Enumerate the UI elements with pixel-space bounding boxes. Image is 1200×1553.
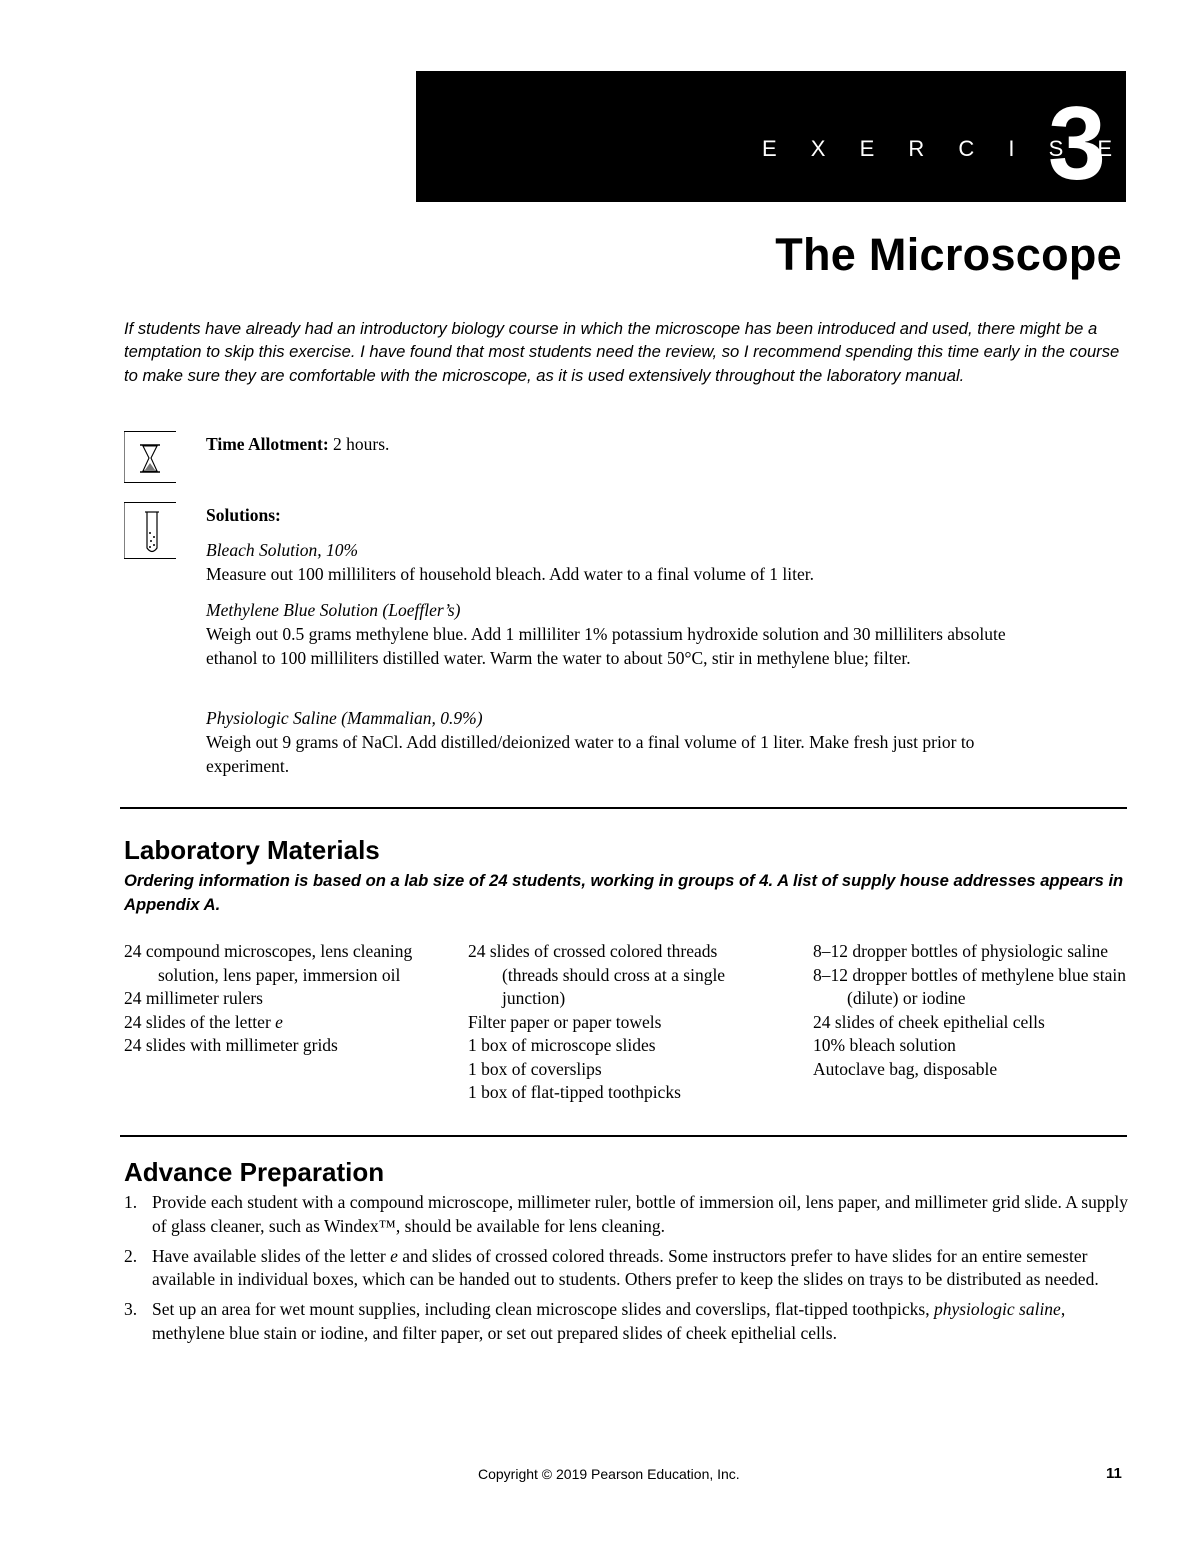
solution-item [206, 707, 1011, 778]
list-item [124, 1245, 1130, 1293]
list-item: Filter paper or paper towels [468, 1011, 662, 1032]
list-number: 2. [124, 1245, 138, 1266]
solution-name: Methylene Blue Solution (Loeffler’s) [206, 600, 461, 620]
list-item: 8–12 dropper bottles of physiologic saline [813, 941, 1109, 961]
page-title: The Microscope [775, 229, 1122, 280]
solution-text: Weigh out 0.5 grams methylene blue. Add 1 milliliter 1% potassium hydroxide solution and 30 milliliters absolute ethanol to 100 milliliters distilled water. Warm the water to about 50°C, stir in methylene blue; filter. [206, 623, 1006, 668]
text-run: Have available slides of the letter [152, 1245, 391, 1266]
list-text: Provide each student with a compound microscope, millimeter ruler, bottle of immersion oil, lens paper, and millimeter grid slide. A supply of glass cleaner, such as Windex™, should be available for lens cleaning. [152, 1192, 1128, 1236]
list-item: 1 box of microscope slides [468, 1035, 656, 1055]
text-run: and slides of crossed colored threads. Some instructors prefer to have slides for an entire semester available in individual boxes, which can be handed out to students. Others prefer to keep the slides on trays to be distributed as needed. [152, 1245, 1099, 1290]
solution-item [206, 599, 1011, 670]
text-run: Set up an area for wet mount supplies, including clean microscope slides and coverslips, flat-tipped toothpicks, [152, 1299, 934, 1320]
solution-text: Weigh out 9 grams of NaCl. Add distilled/deionized water to a final volume of 1 liter. Make fresh just prior to experiment. [206, 731, 975, 776]
list-text [152, 1298, 1130, 1346]
list-number: 1. [124, 1192, 138, 1212]
text-emphasis: physiologic saline [933, 1299, 1061, 1320]
hourglass-icon [124, 431, 176, 483]
list-item: 24 slides of crossed colored threads (threads should cross at a single junction) [468, 941, 726, 1008]
text-emphasis: e [390, 1245, 398, 1266]
materials-column-3 [813, 940, 1143, 1081]
letter-e: e [275, 1011, 283, 1032]
page-number: 11 [1106, 1465, 1122, 1482]
list-item: 1 box of flat-tipped toothpicks [468, 1082, 681, 1102]
advance-prep-heading: Advance Preparation [124, 1157, 385, 1187]
list-item [124, 1298, 1130, 1346]
list-number: 3. [124, 1299, 138, 1320]
copyright: Copyright © 2019 Pearson Education, Inc. [478, 1466, 740, 1482]
list-item [124, 1011, 434, 1035]
list-item: 10% bleach solution [813, 1035, 956, 1055]
solution-item [206, 539, 1026, 587]
solution-name: Physiologic Saline (Mammalian, 0.9%) [206, 708, 483, 728]
solution-text: Measure out 100 milliliters of household bleach. Add water to a final volume of 1 liter. [206, 563, 814, 584]
lab-materials-heading: Laboratory Materials [124, 835, 380, 865]
list-text [152, 1245, 1130, 1293]
solution-name: Bleach Solution, 10% [206, 540, 359, 560]
solutions-heading: Solutions: [206, 505, 281, 525]
list-item-text: 24 slides of the letter [124, 1011, 276, 1032]
list-item [124, 1191, 1130, 1239]
list-item: 8–12 dropper bottles of methylene blue stain (dilute) or iodine [813, 964, 1126, 1008]
advance-prep-list [124, 1191, 1130, 1352]
exercise-label: E X E R C I S E [762, 136, 1127, 161]
list-item: 24 millimeter rulers [124, 988, 263, 1008]
lab-materials-subheading: Ordering information is based on a lab size of 24 students, working in groups of 4. A list of supply house addresses appears in Appendix A. [124, 871, 1124, 914]
time-allotment-label: Time Allotment: [206, 434, 329, 454]
intro-paragraph: If students have already had an introductory biology course in which the microscope has been introduced and used, there might be a temptation to skip this exercise. I have found that most students need the review, so I recommend spending this time early in the course to make sure they are comfortable with the microscope, as it is used extensively throughout the laboratory manual. [124, 319, 1120, 385]
materials-column-1 [124, 940, 434, 1058]
list-item: 24 slides with millimeter grids [124, 1035, 338, 1055]
list-item: 24 slides of cheek epithelial cells [813, 1011, 1045, 1032]
test-tube-icon [124, 502, 176, 559]
list-item: 24 compound microscopes, lens cleaning solution, lens paper, immersion oil [124, 941, 413, 985]
section-divider [120, 807, 1127, 809]
time-allotment-value: 2 hours. [328, 434, 390, 454]
list-item: Autoclave bag, disposable [813, 1058, 998, 1079]
section-divider [120, 1135, 1127, 1137]
time-allotment [206, 434, 389, 455]
materials-column-2 [468, 940, 778, 1105]
text-run: , methylene blue stain or iodine, and filter paper, or set out prepared slides of cheek epithelial cells. [152, 1299, 1066, 1343]
list-item: 1 box of coverslips [468, 1058, 602, 1079]
exercise-number: 3 [1048, 86, 1106, 202]
